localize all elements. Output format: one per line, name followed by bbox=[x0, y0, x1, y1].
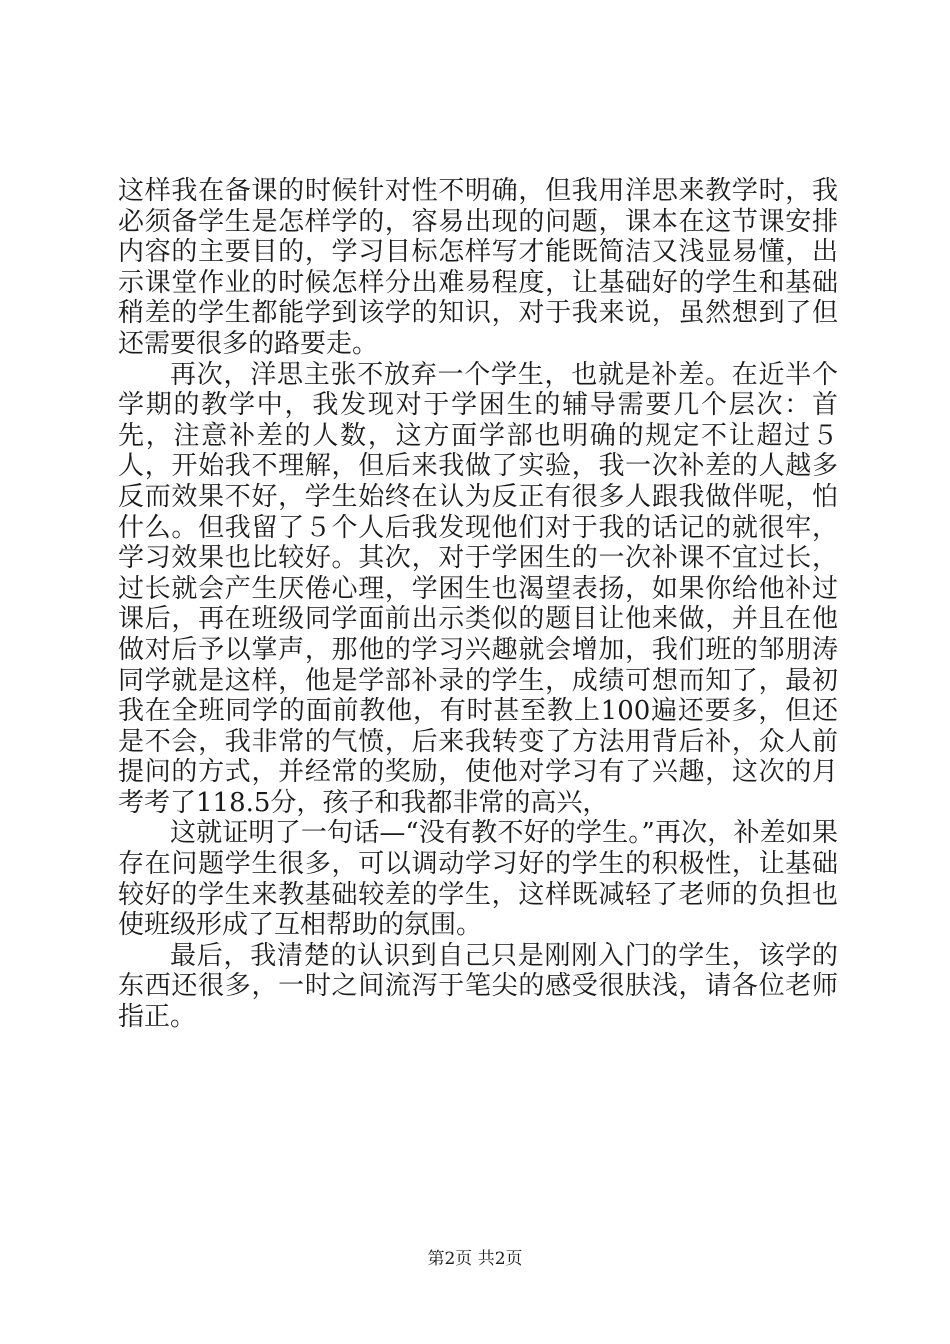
document-body bbox=[118, 176, 838, 1033]
paragraph-continued: 这样我在备课的时候针对性不明确，但我用洋思来教学时，我必须备学生是怎样学的，容易出现的问题，课本在这节课安排内容的主要目的，学习目标怎样写才能既简洁又浅显易懂，出示课堂作业的时候怎样分出难易程度，让基础好的学生和基础稍差的学生都能学到该学的知识，对于我来说，虽然想到了但还需要很多的路要走。 bbox=[118, 176, 838, 359]
paragraph-proof: 这就证明了一句话—“没有教不好的学生。”再次，补差如果存在问题学生很多，可以调动学习好的学生的积极性，让基础较好的学生来教基础较差的学生，这样既减轻了老师的负担也使班级形成了互相帮助的氛围。 bbox=[118, 818, 838, 941]
page-number-footer: 第2页 共2页 bbox=[427, 1249, 523, 1269]
paragraph-conclusion: 最后，我清楚的认识到自己只是刚刚入门的学生，该学的东西还很多，一时之间流泻于笔尖的感受很肤浅，请各位老师指正。 bbox=[118, 940, 838, 1033]
paragraph-remedial-teaching: 再次，洋思主张不放弃一个学生，也就是补差。在近半个学期的教学中，我发现对于学困生的辅导需要几个层次：首先，注意补差的人数，这方面学部也明确的规定不让超过５人，开始我不理解，但后来我做了实验，我一次补差的人越多反而效果不好，学生始终在认为反正有很多人跟我做伴呢，怕什么。但我留了５个人后我发现他们对于我的话记的就很牢，学习效果也比较好。其次，对于学困生的一次补课不宜过长，过长就会产生厌倦心理，学困生也渴望表扬，如果你给他补过课后，再在班级同学面前出示类似的题目让他来做，并且在他做对后予以掌声，那他的学习兴趣就会增加，我们班的邹朋涛同学就是这样，他是学部补录的学生，成绩可想而知了，最初我在全班同学的面前教他，有时甚至教上100遍还要多，但还是不会，我非常的气愤，后来我转变了方法用背后补，众人前提问的方式，并经常的奖励，使他对学习有了兴趣，这次的月考考了118.5分，孩子和我都非常的高兴， bbox=[118, 359, 838, 818]
